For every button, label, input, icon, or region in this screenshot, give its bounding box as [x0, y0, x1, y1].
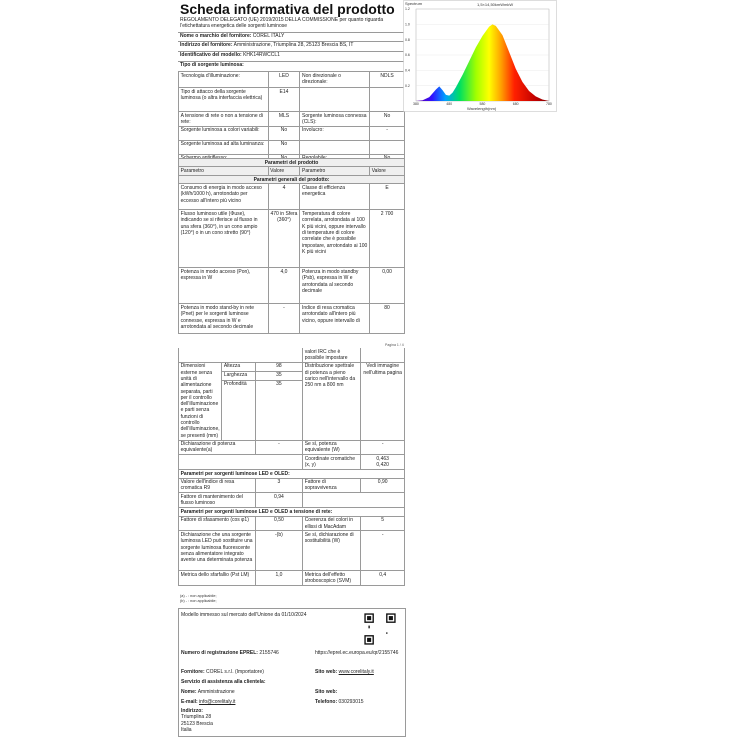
source-row: Sorgente luminosa a colori variabili: No Involucro: -: [179, 126, 405, 140]
eprel-value: 2155746: [259, 650, 279, 656]
equiv2-value: -: [361, 440, 405, 455]
depth-label: Profondità: [222, 380, 256, 440]
supplier-address-label: Indirizzo del fornitore:: [180, 42, 233, 48]
source-row: Sorgente luminosa ad alta luminanza: No: [179, 140, 405, 154]
eprel-link[interactable]: https://eprel.ec.europa.eu/qr/2155746: [315, 650, 399, 656]
irc-tail: valori IRC che è possibile impostare: [303, 348, 361, 362]
footer-supplier-row: [181, 669, 264, 675]
supplier-name-value: COREL ITALY: [252, 33, 285, 39]
led-params-title: Parametri per sorgenti luminose LED e OLED:: [179, 470, 405, 478]
param-row: Consumo di energia in modo acceso (kWh/1000 h), arrotondato per eccesso all'intero più vicino 4 Classe di efficienza energetica E: [179, 184, 405, 210]
footer-supplier-label: Fornitore:: [181, 669, 205, 675]
chart-title: 1,5×14,50kmWmkW: [477, 2, 514, 7]
survival-label: Fattore di sopravvivenza: [303, 478, 361, 493]
spectrum-chart: [403, 0, 557, 112]
chart-y-tick-label: 0.8: [405, 37, 410, 42]
footer-site-label: Sito web:: [315, 669, 338, 675]
dimensions-label: Dimensioni esterne senza unità di alimentazione separata, parti per il controllo dell'illuminazione e parti senza funzioni di controllo dell'illuminazione, se presenti (mm): [179, 362, 222, 440]
r9-label: Valore dell'indice di resa cromatica R9: [179, 478, 256, 493]
chroma-label: Coordinate cromatiche (x, y): [303, 455, 361, 470]
svm-label: Metrica dell'effetto stroboscopico (SVM): [303, 571, 361, 586]
model-row: [180, 52, 404, 58]
flicker-label: Metrica dello sfarfallio (Pst LM): [179, 571, 256, 586]
product-params-clip: [178, 158, 405, 334]
flicker-value: 1,0: [255, 571, 302, 586]
width-label: Larghezza: [222, 371, 256, 380]
macadam-label: Coerenza dei colori in ellissi di MacAdam: [303, 516, 361, 531]
footnote-b: (b) - : non applicabile;: [180, 599, 217, 603]
product-params-table: [178, 158, 405, 334]
regulation-text: REGOLAMENTO DELEGATO (UE) 2019/2015 DELLA COMMISSIONE per quanto riguarda l’etichettatura energetica delle sorgenti luminose: [180, 17, 384, 30]
survival-value: 0,90: [361, 478, 405, 493]
macadam-value: 5: [361, 516, 405, 531]
service-phone-value: 030293015: [338, 699, 364, 705]
service-phone-row: [315, 699, 364, 705]
source-row: Tecnologia d'illuminazione: LED Non direzionale o direzionale: NDLS: [179, 72, 405, 88]
source-row: A tensione di rete o non a tensione di rete: MLS Sorgente luminosa connessa (CLS): No: [179, 112, 405, 127]
source-type-label: Tipo di sorgente luminosa:: [180, 62, 244, 68]
service-name-value: Amministrazione: [197, 689, 235, 695]
supplier-address-value: Amministrazione, Triumplina 28, 25123 Brescia BS, IT: [233, 42, 354, 48]
col-value: Valore: [268, 167, 300, 175]
replace-value: -(b): [255, 531, 302, 571]
qr-code-icon[interactable]: [363, 612, 397, 646]
chart-y-tick-label: 1.0: [405, 22, 410, 27]
footer-supplier-value: COREL s.r.l. (Importatore): [206, 669, 264, 675]
height-value: 98: [255, 362, 302, 371]
eprel-row: [181, 650, 279, 656]
param-row: Potenza in modo acceso (Pon), espressa in W 4,0 Potenza in modo standby (Psb), espressa in W e arrotondata al secondo decimale 0,00: [179, 268, 405, 304]
service-email-label: E-mail:: [181, 699, 198, 705]
service-address-label: Indirizzo:: [181, 708, 203, 714]
footer-site-row: [315, 669, 374, 675]
chart-y-tick-label: 0.4: [405, 68, 410, 73]
col-param: Parametro: [300, 167, 370, 175]
page-number: Pagina 1 / 4: [385, 343, 404, 347]
equiv-label: Dichiarazione di potenza equivalente(a): [179, 440, 256, 455]
chart-y-tick-label: 0.2: [405, 83, 410, 88]
service-phone-label: Telefono:: [315, 699, 338, 705]
height-label: Altezza: [222, 362, 256, 371]
replace-label: Dichiarazione che una sorgente luminosa LED può sostituire una sorgente luminosa fluorescente senza alimentatore integrato avente una determinata potenza: [179, 531, 256, 571]
chroma-values: 0,463 0,420: [361, 455, 405, 470]
continuation-table: [178, 348, 405, 586]
chart-x-tick-label: 580: [479, 102, 486, 106]
chart-y-tick-label: 0.6: [405, 53, 410, 58]
source-row: Tipo di attacco della sorgente luminosa (o altra interfaccia elettrica) E14: [179, 88, 405, 112]
chart-ylabel: Spectrum: [405, 1, 423, 6]
model-label: Identificativo del modello:: [180, 52, 242, 58]
chart-x-tick-label: 480: [446, 102, 453, 106]
spectral-value: Vedi immagine nell'ultima pagina: [361, 362, 405, 440]
cos-label: Fattore di sfasamento (cos φ1): [179, 516, 256, 531]
footnotes: [180, 594, 217, 604]
service-address-line: 25123 Brescia: [181, 720, 213, 727]
market-date: Modello immesso sul mercato dell'Unione da 01/10/2024: [181, 612, 307, 618]
service-name-label: Nome:: [181, 689, 197, 695]
product-params-title: Parametri del prodotto: [179, 159, 405, 167]
service-site-label: Sito web:: [315, 689, 338, 695]
service-email-link[interactable]: info@corelitaly.it: [199, 699, 236, 705]
service-name-row: [181, 689, 235, 695]
source-type-table: [178, 71, 405, 163]
supplier-name-label: Nome o marchio del fornitore:: [180, 33, 252, 39]
replace2-value: -: [361, 531, 405, 571]
chart-xlabel: Wavelength(nm): [467, 106, 497, 111]
spectral-label: Distribuzione spettrale di potenza a pieno carico nell'intervallo da 250 nm a 800 nm: [303, 362, 361, 440]
supplier-address-row: [180, 42, 404, 48]
chart-x-tick-label: 380: [413, 102, 419, 106]
maint-value: 0,94: [255, 493, 302, 508]
replace2-label: Se sì, dichiarazione di sostituibilità (W): [303, 531, 361, 571]
service-label: Servizio di assistenza alla clientela:: [181, 679, 266, 685]
service-address-line: Triumplina 28: [181, 714, 212, 721]
maint-label: Fattore di mantenimento del flusso luminoso: [179, 493, 256, 508]
svm-value: 0,4: [361, 571, 405, 586]
param-row: Potenza in modo stand-by in rete (Pnet) per le sorgenti luminose connesse, espressa in W e arrotondata al secondo decimale - Indice di resa cromatica arrotondato all'intero più vicino, oppure intervallo di 80: [179, 304, 405, 334]
equiv2-label: Se sì, potenza equivalente (W): [303, 440, 361, 455]
mains-params-title: Parametri per sorgenti luminose LED e OLED a tensione di rete:: [179, 508, 405, 516]
chart-y-tick-label: 1.2: [405, 7, 410, 12]
r9-value: 3: [255, 478, 302, 493]
equiv-value: -: [255, 440, 302, 455]
eprel-label: Numero di registrazione EPREL:: [181, 650, 258, 656]
supplier-name-row: [180, 33, 404, 39]
footer-site-link[interactable]: www.corelitaly.it: [338, 669, 374, 675]
general-params-title: Parametri generali del prodotto:: [179, 175, 405, 183]
chart-x-tick-label: 780: [546, 102, 552, 106]
col-value: Valore: [370, 167, 405, 175]
width-value: 35: [255, 371, 302, 380]
depth-value: 35: [255, 380, 302, 440]
param-row: Flusso luminoso utile (Φuse), indicando se si riferisce al flusso in una sfera (360°), in un cono ampio (120°) o in un cono stretto (90°) 470 in Sfera (360°) Temperatura di colore correlata, arrotondata ai 100 K più vicini, oppure intervallo di temperature di colore correlate che è possibile impostare, arrotondato ai 100 K più vicini 2 700: [179, 210, 405, 268]
col-param: Parametro: [179, 167, 269, 175]
page-title: Scheda informativa del prodotto: [180, 1, 395, 17]
chart-x-tick-label: 680: [512, 102, 519, 106]
service-address: [181, 708, 213, 734]
footnote-a: (a) - : non applicabile;: [180, 594, 217, 598]
service-email-row: [181, 699, 235, 705]
model-value: KHK14RWCCL1: [243, 52, 280, 58]
cos-value: 0,50: [255, 516, 302, 531]
service-address-line: Italia: [181, 727, 192, 734]
